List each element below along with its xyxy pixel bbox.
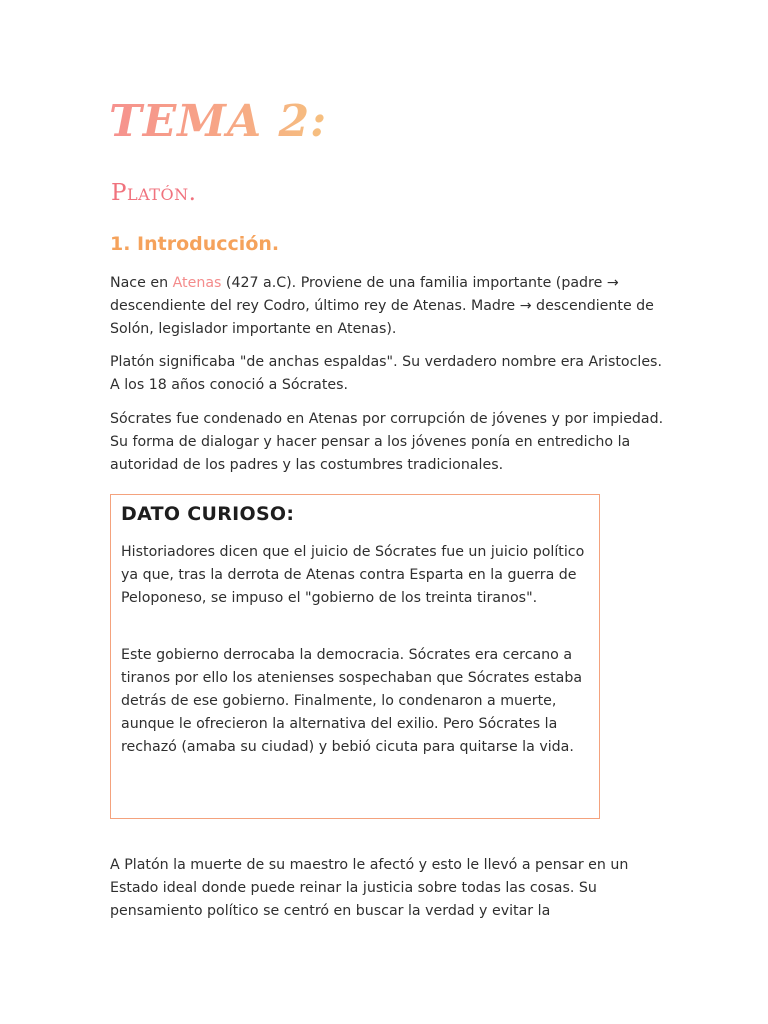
paragraph-socrates: Sócrates fue condenado en Atenas por corrupción de jóvenes y por impiedad. Su forma de dialogar y hacer pensar a los jóvenes ponía en entredicho la autoridad de los padres y las costumbres tradicionales. <box>110 411 664 473</box>
paragraph-intro-before: Nace en <box>110 275 173 291</box>
page-title: TEMA 2: <box>109 96 328 147</box>
dato-curioso-box <box>110 494 600 819</box>
section-heading: 1. Introducción. <box>110 233 280 255</box>
callout-paragraph-1: Historiadores dicen que el juicio de Sócrates fue un juicio político ya que, tras la derrota de Atenas contra Esparta en la guerra de Peloponeso, se impuso el "gobierno de los treinta tiranos". <box>121 544 585 606</box>
callout-title: DATO CURIOSO: <box>121 503 295 525</box>
paragraph-estado-ideal: A Platón la muerte de su maestro le afectó y esto le llevó a pensar en un Estado ideal donde puede reinar la justicia sobre todas las cosas. Su pensamiento político se centró en buscar la verdad y evitar la <box>110 857 629 919</box>
paragraph-intro <box>110 272 670 341</box>
paragraph-intro-after: (427 a.C). Proviene de una familia importante (padre → descendiente del rey Codro, último rey de Atenas. Madre → descendiente de Solón, legislador importante en Atenas). <box>110 275 654 337</box>
page-subtitle: Platón. <box>111 180 197 206</box>
highlight-atenas: Atenas <box>172 275 222 291</box>
paragraph-name: Platón significaba "de anchas espaldas". Su verdadero nombre era Aristocles. A los 18 años conoció a Sócrates. <box>110 354 662 393</box>
callout-paragraph-2: Este gobierno derrocaba la democracia. Sócrates era cercano a tiranos por ello los atenienses sospechaban que Sócrates estaba detrás de ese gobierno. Finalmente, lo condenaron a muerte, aunque le ofrecieron la alternativa del exilio. Pero Sócrates la rechazó (amaba su ciudad) y bebió cicuta para quitarse la vida. <box>121 647 583 755</box>
